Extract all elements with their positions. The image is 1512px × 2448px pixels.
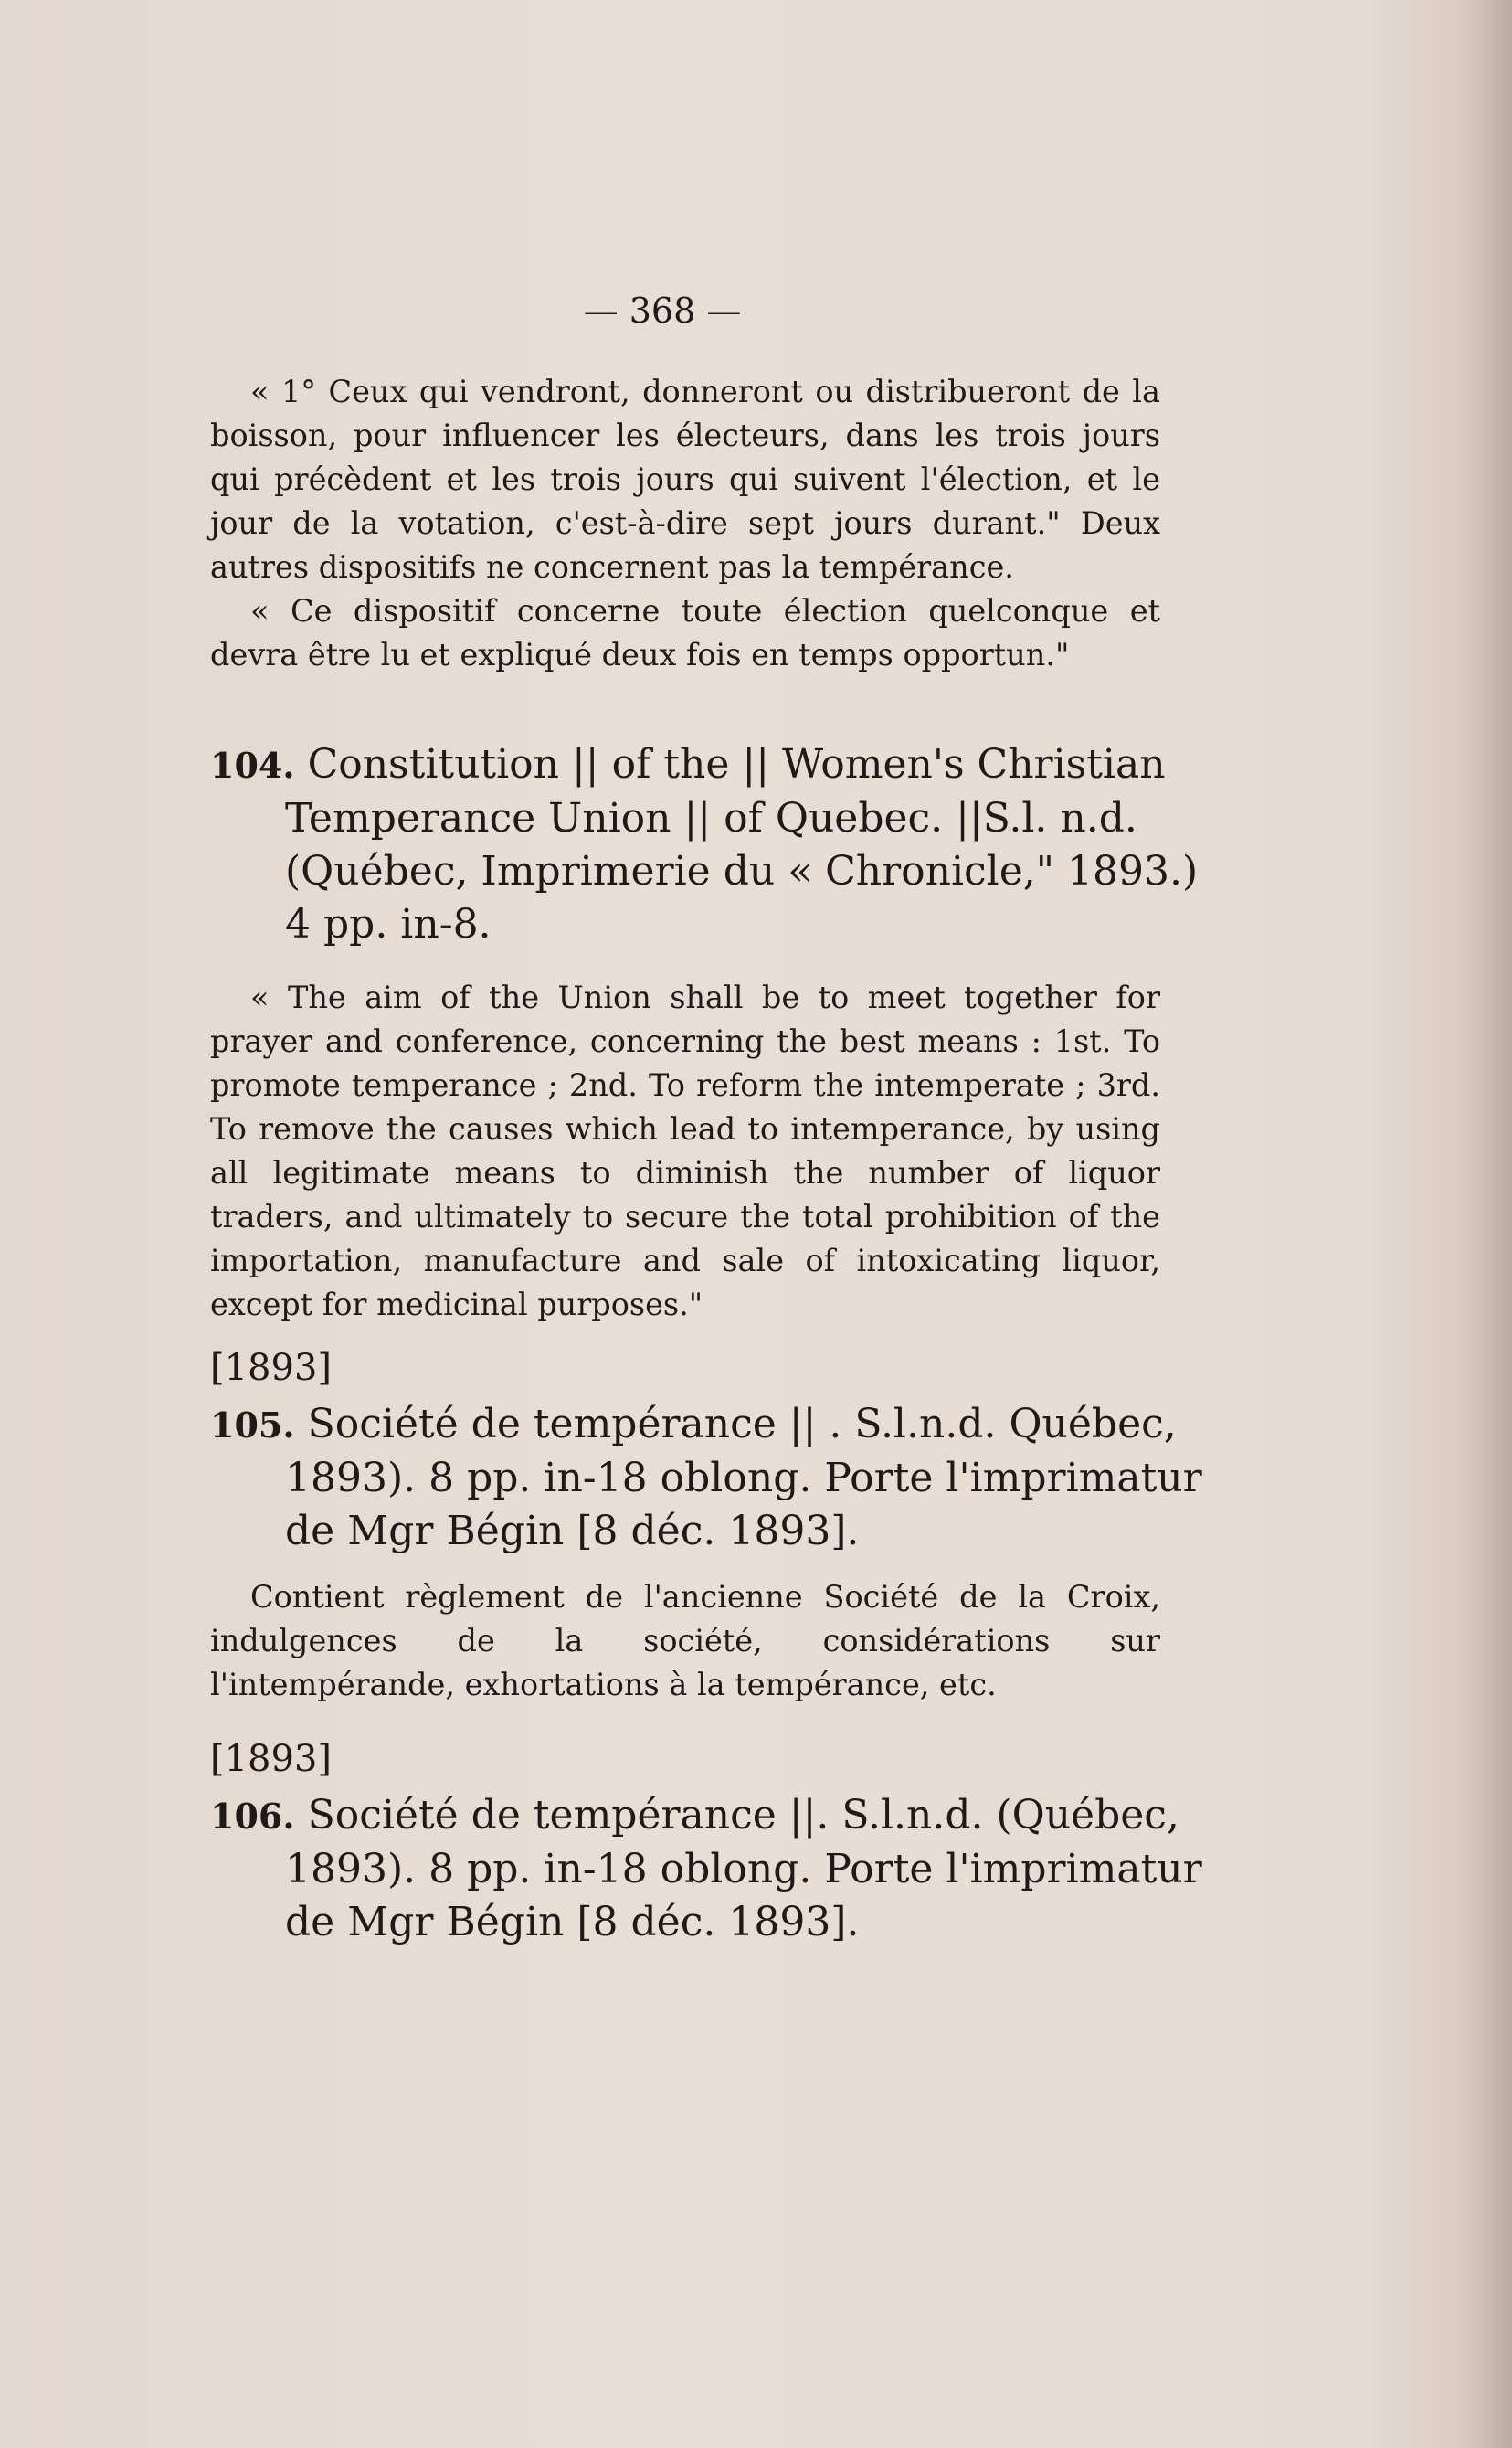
entry-104-note-text: « The aim of the Union shall be to meet together for prayer and conference, concerning the best means : 1st. To promote temperance ; 2nd. To reform the intemperate ; 3rd. To remove the causes which lead to intemperance, by using all legitimate means to diminish the number of liquor traders, and ultimately to secure the total prohibition of the importation, manufacture and sale of intoxicating liquor, except for medicinal purposes." (210, 980, 1160, 1322)
page-edge-shadow (1457, 0, 1512, 2448)
quote-intro (210, 370, 1160, 677)
entry-105-number: 105. (210, 1404, 295, 1446)
entry-104 (210, 738, 1235, 951)
entry-105-text: Société de tempérance || . S.l.n.d. Québec, 1893). 8 pp. in-18 oblong. Porte l'imprimatur de Mgr Bégin [8 déc. 1893]. (285, 1401, 1202, 1554)
entry-106 (210, 1789, 1235, 1949)
entry-106-text: Société de tempérance ||. S.l.n.d. (Québec, 1893). 8 pp. in-18 oblong. Porte l'imprimatur de Mgr Bégin [8 déc. 1893]. (285, 1792, 1202, 1945)
entry-104-note (210, 976, 1160, 1327)
entry-105-date: [1893] (210, 1347, 333, 1389)
quote-paragraph-1: « 1° Ceux qui vendront, donneront ou distribueront de la boisson, pour influencer les électeurs, dans les trois jours qui précèdent et les trois jours qui suivent l'élection, et le jour de la votation, c'est-à-dire sept jours durant." Deux autres dispositifs ne concernent pas la tempérance. (210, 374, 1160, 585)
entry-105 (210, 1398, 1235, 1558)
entry-105-note (210, 1575, 1160, 1707)
entry-104-number: 104. (210, 745, 295, 786)
quote-paragraph-2: « Ce dispositif concerne toute élection quelconque et devra être lu et expliqué deux fois en temps opportun." (210, 593, 1160, 673)
entry-106-date: [1893] (210, 1738, 333, 1780)
entry-105-note-text: Contient règlement de l'ancienne Société de la Croix, indulgences de la société, considérations sur l'intempérande, exhortations à la tempérance, etc. (210, 1579, 1160, 1702)
page-number: — 368 — (583, 291, 742, 331)
entry-106-number: 106. (210, 1796, 295, 1837)
entry-104-text: Constitution || of the || Women's Christian Temperance Union || of Quebec. ||S.l. n.d. (Québec, Imprimerie du « Chronicle," 1893.) 4 pp. in-8. (285, 741, 1199, 948)
